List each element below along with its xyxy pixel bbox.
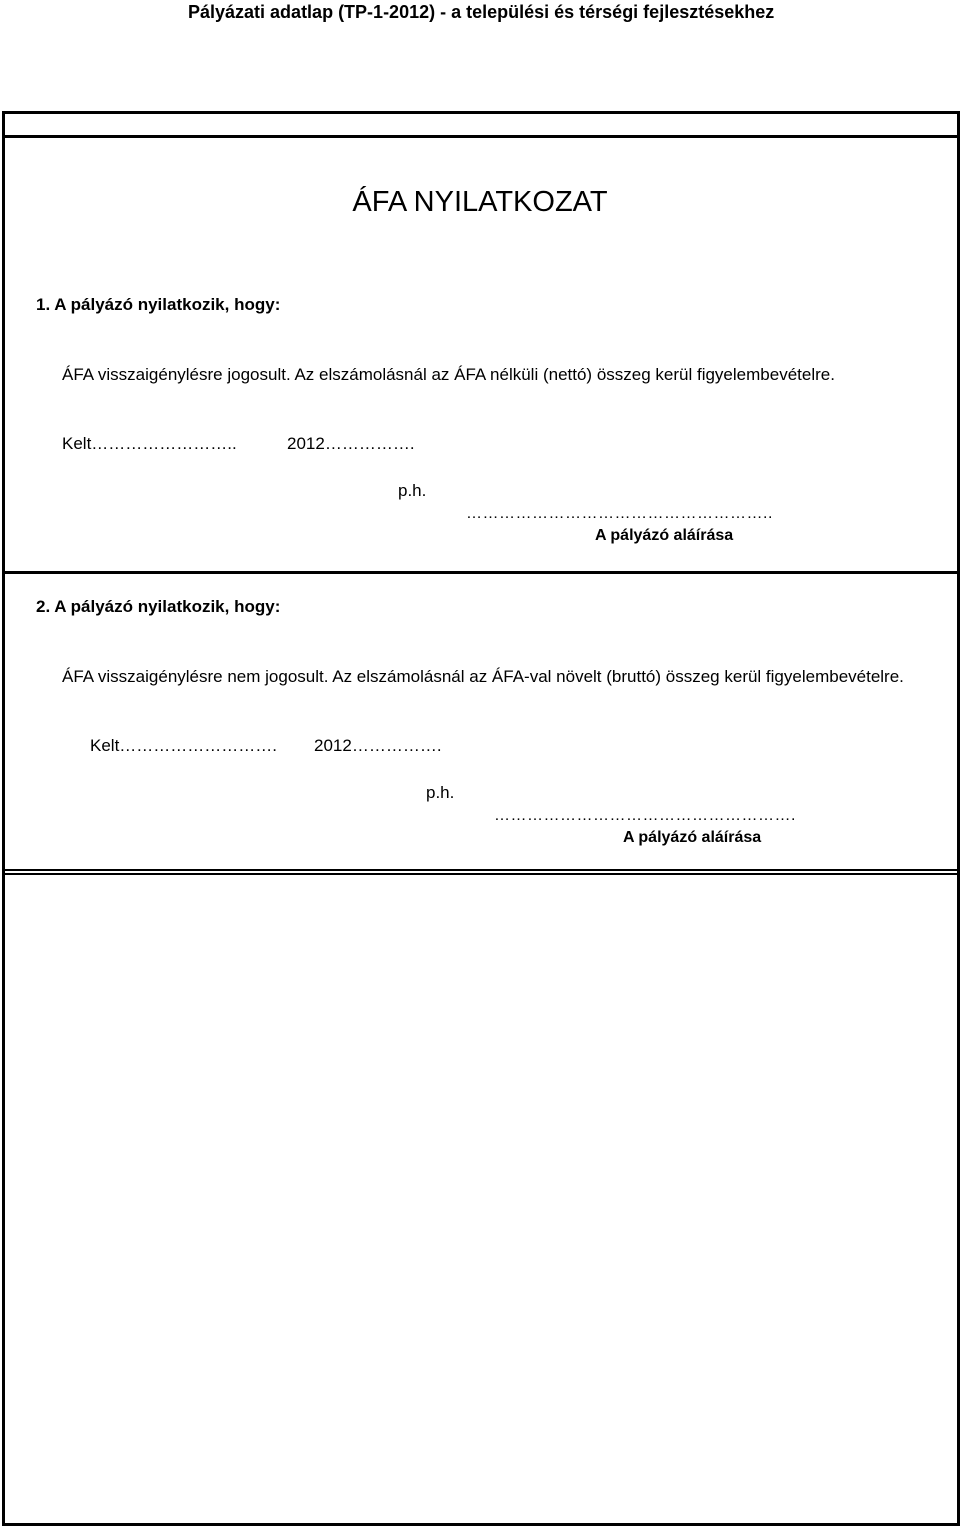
section1-kelt-field: Kelt……………………..	[62, 434, 237, 453]
section2-signature-label: A pályázó aláírása	[623, 829, 762, 846]
form-frame	[2, 111, 960, 1526]
section1-signature-line: ………………………………………………..	[466, 505, 773, 522]
bottom-divider-2	[2, 873, 960, 875]
section-divider	[2, 571, 960, 574]
section1-stamp-label: p.h.	[398, 481, 427, 500]
section2-stamp-label: p.h.	[426, 783, 455, 802]
section2-year-field: 2012…………….	[314, 736, 442, 755]
section1-statement: ÁFA visszaigénylésre jogosult. Az elszámolásnál az ÁFA nélküli (nettó) összeg kerül figyelembevételre.	[62, 365, 835, 384]
section1-signature-label: A pályázó aláírása	[595, 527, 734, 544]
section1-heading: 1. A pályázó nyilatkozik, hogy:	[36, 295, 281, 314]
page-header-title: Pályázati adatlap (TP-1-2012) - a települési és térségi fejlesztésekhez	[188, 2, 775, 22]
bottom-divider-1	[2, 869, 960, 871]
document-title: ÁFA NYILATKOZAT	[352, 186, 608, 218]
section1-year-field: 2012…………….	[287, 434, 415, 453]
section2-statement: ÁFA visszaigénylésre nem jogosult. Az elszámolásnál az ÁFA-val növelt (bruttó) összeg kerül figyelembevételre.	[62, 667, 904, 686]
section2-signature-line: ……………………………………………….	[494, 807, 796, 824]
section2-heading: 2. A pályázó nyilatkozik, hogy:	[36, 597, 281, 616]
top-divider	[2, 135, 960, 138]
section2-kelt-field: Kelt……………………….	[90, 736, 278, 755]
